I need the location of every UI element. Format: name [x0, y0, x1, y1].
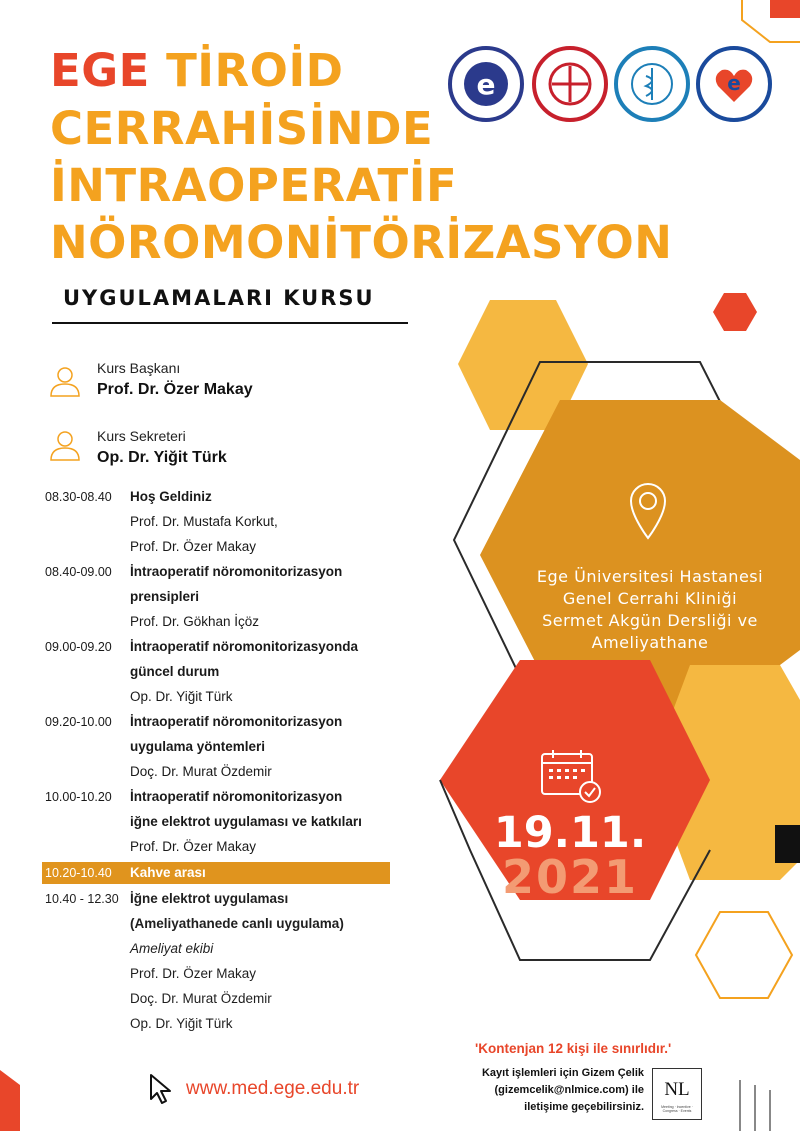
medical-faculty-logo — [532, 46, 608, 122]
secretary-name: Op. Dr. Yiğit Türk — [97, 449, 227, 466]
website-link[interactable]: www.med.ege.edu.tr — [186, 1078, 360, 1099]
person-icon — [48, 364, 82, 398]
contact-line-1: Kayıt işlemleri için Gizem Çelik — [481, 1067, 644, 1079]
session-time: 09.20-10.00 — [45, 715, 112, 729]
date-year: 2021 — [501, 850, 639, 904]
session-speaker: Doç. Dr. Murat Özdemir — [130, 764, 272, 779]
session-title: İntraoperatif nöromonitorizasyon — [130, 789, 343, 804]
svg-text:e: e — [476, 68, 496, 101]
ege-university-logo — [448, 46, 524, 122]
title-line-1 — [50, 44, 344, 97]
session-time: 08.30-08.40 — [45, 490, 112, 504]
session-speaker: Prof. Dr. Gökhan İçöz — [130, 614, 260, 629]
session-title: Hoş Geldiniz — [130, 489, 212, 504]
ege-alumni-logo — [696, 46, 772, 122]
medical-faculty-seal-icon — [536, 50, 604, 118]
session-title: uygulama yöntemleri — [130, 739, 266, 754]
general-surgery-seal-icon — [618, 50, 686, 118]
session-team-label: Ameliyat ekibi — [130, 941, 214, 956]
venue-line-1: Ege Üniversitesi Hastanesi — [536, 567, 764, 586]
session-speaker: Doç. Dr. Murat Özdemir — [130, 991, 272, 1006]
session-title: iğne elektrot uygulaması ve katkıları — [130, 814, 362, 829]
contact-line-3: iletişime geçebilirsiniz. — [524, 1101, 644, 1113]
chair-name: Prof. Dr. Özer Makay — [97, 381, 253, 398]
small-red-hex — [713, 293, 757, 331]
session-speaker: Op. Dr. Yiğit Türk — [130, 689, 233, 704]
corner-orange-hex — [770, 0, 800, 18]
title-tiroid: TİROİD — [166, 44, 344, 97]
session-title: güncel durum — [130, 664, 220, 679]
capacity-note: 'Kontenjan 12 kişi ile sınırlıdır.' — [475, 1041, 672, 1056]
session-time: 08.40-09.00 — [45, 565, 112, 579]
date-day-month: 19.11. — [493, 808, 647, 858]
contact-line-2: (gizemcelik@nlmice.com) ile — [494, 1084, 644, 1096]
break-title: Kahve arası — [130, 865, 206, 880]
ege-university-seal-icon — [452, 50, 520, 118]
ege-alumni-seal-icon — [700, 50, 768, 118]
break-time: 10.20-10.40 — [45, 866, 112, 880]
session-time: 10.00-10.20 — [45, 790, 112, 804]
session-title: İntraoperatif nöromonitorizasyonda — [130, 639, 359, 654]
title-divider — [52, 322, 408, 324]
session-speaker: Prof. Dr. Mustafa Korkut, — [130, 514, 278, 529]
bottom-left-orange — [0, 1070, 20, 1131]
black-square — [775, 825, 800, 863]
nl-logo — [652, 1068, 702, 1120]
session-speaker: Prof. Dr. Özer Makay — [130, 966, 257, 981]
chair-role: Kurs Başkanı — [97, 360, 181, 376]
title-line-2: CERRAHİSİNDE — [50, 102, 434, 155]
nl-logo-text: NL — [664, 1079, 690, 1100]
session-title: prensipleri — [130, 589, 200, 604]
session-title: İğne elektrot uygulaması — [130, 891, 289, 906]
calendar-icon — [540, 748, 602, 804]
general-surgery-logo — [614, 46, 690, 122]
session-speaker: Op. Dr. Yiğit Türk — [130, 1016, 233, 1031]
title-line-4: NÖROMONİTÖRİZASYON — [50, 216, 673, 269]
title-ege: EGE — [50, 44, 150, 97]
person-icon — [48, 428, 82, 462]
venue-line-3: Sermet Akgün Dersliği ve — [542, 611, 758, 630]
venue-line-4: Ameliyathane — [591, 633, 709, 652]
session-speaker: Prof. Dr. Özer Makay — [130, 839, 257, 854]
secretary-role: Kurs Sekreteri — [97, 428, 186, 444]
session-title: (Ameliyathanede canlı uygulama) — [130, 916, 344, 931]
session-title: İntraoperatif nöromonitorizasyon — [130, 564, 343, 579]
venue-line-2: Genel Cerrahi Kliniği — [562, 589, 738, 608]
small-outline-hex — [696, 912, 792, 998]
session-speaker: Prof. Dr. Özer Makay — [130, 539, 257, 554]
svg-text:e: e — [727, 71, 741, 95]
nl-logo-subtext: Meeting · Incentive · Congress · Events — [661, 1105, 693, 1113]
session-title: İntraoperatif nöromonitorizasyon — [130, 714, 343, 729]
page-subtitle: UYGULAMALARI KURSU — [63, 286, 375, 310]
session-time: 10.40 - 12.30 — [45, 892, 119, 906]
cursor-icon — [148, 1072, 176, 1106]
title-line-3: İNTRAOPERATİF — [50, 159, 458, 212]
location-pin-icon — [628, 480, 668, 540]
session-time: 09.00-09.20 — [45, 640, 112, 654]
